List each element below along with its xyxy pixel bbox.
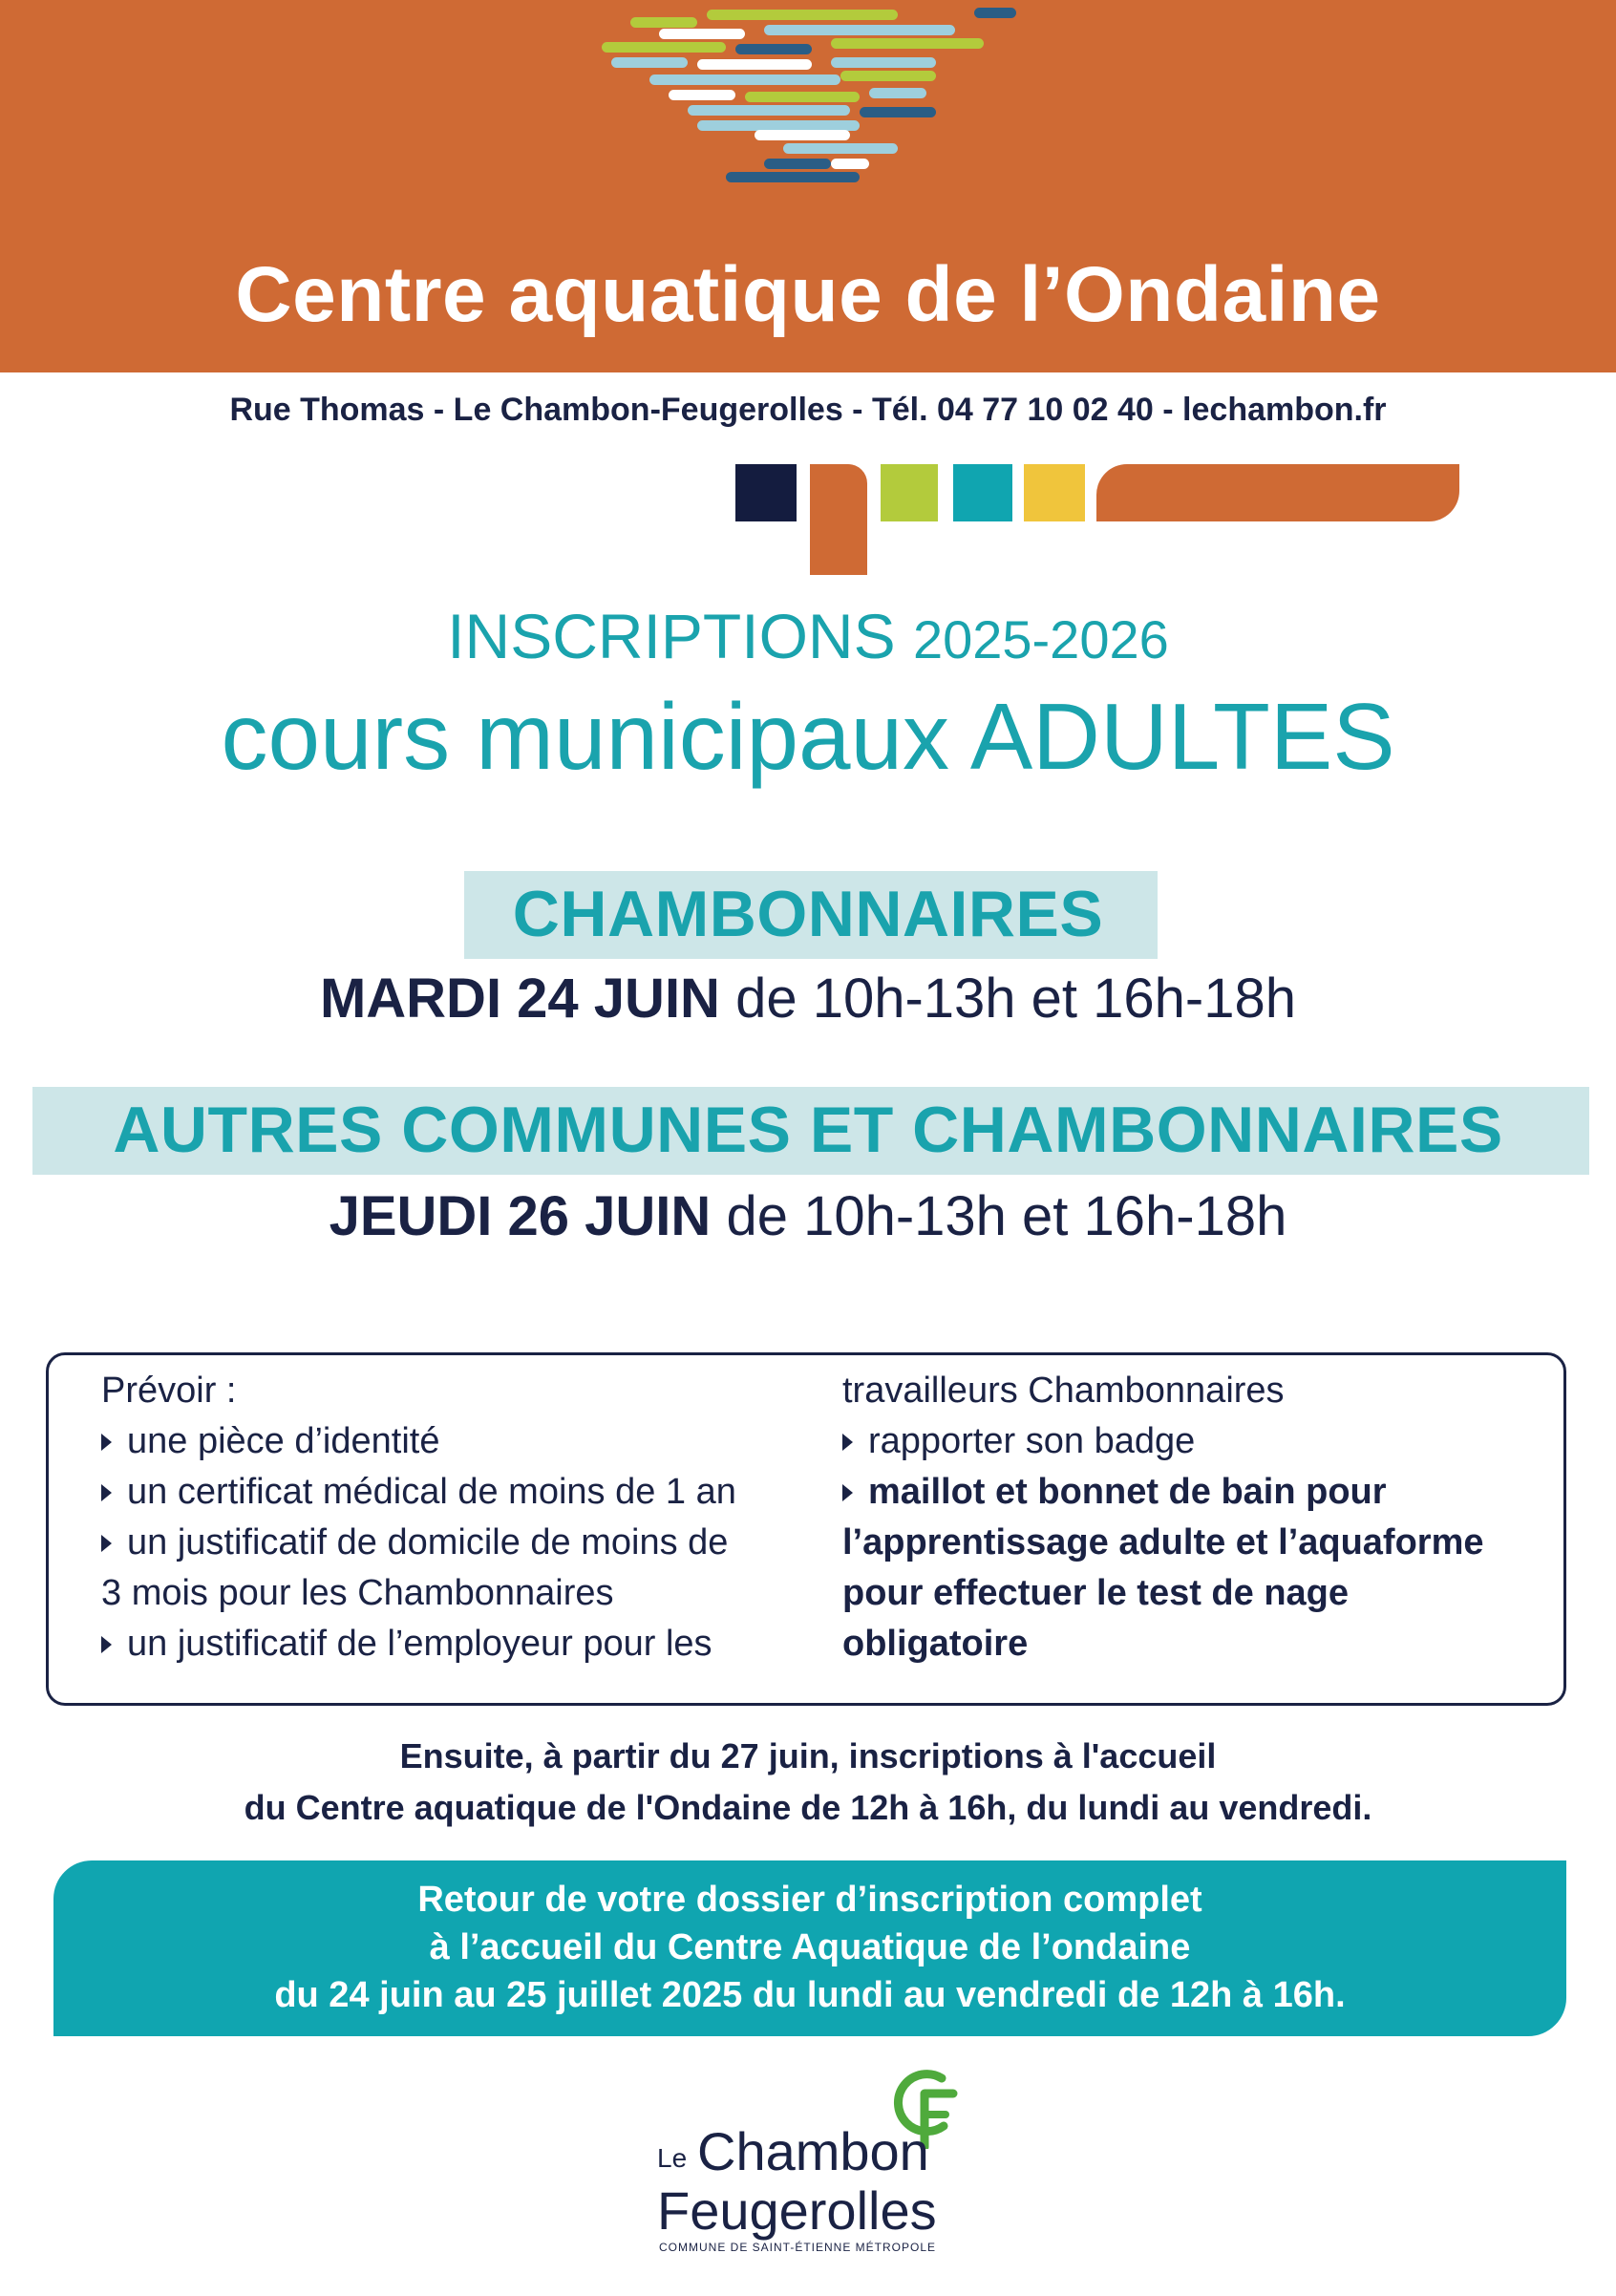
logo-feugerolles: Feugerolles [657,2180,937,2241]
list-item-continued: 3 mois pour les Chambonnaires [101,1573,614,1613]
inscriptions-heading [0,600,1616,672]
session-date-1 [0,967,1616,1031]
list-item-continued: travailleurs Chambonnaires [842,1371,1285,1411]
list-item: un certificat médical de moins de 1 an [101,1467,808,1518]
after-info-line-1: Ensuite, à partir du 27 juin, inscriptions à l'accueil [399,1736,1217,1775]
session-group-1: CHAMBONNAIRES [512,878,1104,950]
list-item: une pièce d’identité [101,1416,808,1467]
bullet-triangle-icon [842,1434,853,1451]
session-day-1: MARDI 24 JUIN [319,967,720,1030]
list-item-continued: l’apprentissage adulte et l’aquaforme [842,1522,1484,1563]
header-banner [0,0,1616,372]
inscriptions-label: INSCRIPTIONS [447,601,896,671]
list-item: un justificatif de domicile de moins de [101,1518,808,1568]
session-hours-2: de 10h-13h et 16h-18h [726,1185,1287,1247]
requirements-right-column [842,1366,1549,1669]
bullet-triangle-icon [101,1636,112,1653]
list-item-continued: pour effectuer le test de nage [842,1573,1350,1613]
session-date-2 [0,1184,1616,1248]
logo-chambon: Chambon [697,2121,929,2181]
list-item-continued: obligatoire [842,1624,1029,1664]
logo-le: Le [657,2143,688,2173]
bullet-triangle-icon [842,1484,853,1501]
session-group-2: AUTRES COMMUNES ET CHAMBONNAIRES [113,1094,1503,1166]
list-item: rapporter son badge [842,1416,1549,1467]
bullet-triangle-icon [101,1535,112,1552]
page-title: Centre aquatique de l’Ondaine [235,251,1381,338]
list-item: maillot et bonnet de bain pour [842,1467,1549,1518]
bullet-triangle-icon [101,1484,112,1501]
requirements-heading: Prévoir : [101,1371,237,1411]
return-info-line-2: à l’accueil du Centre Aquatique de l’ondaine [429,1927,1191,1967]
inscriptions-subtitle: cours municipaux ADULTES [221,684,1395,789]
bullet-triangle-icon [101,1434,112,1451]
inscriptions-year: 2025-2026 [912,609,1169,670]
return-info-line-3: du 24 juin au 25 juillet 2025 du lundi au vendredi de 12h à 16h. [274,1975,1346,2015]
after-info-line-2: du Centre aquatique de l'Ondaine de 12h à 16h, du lundi au vendredi. [244,1788,1372,1827]
session-day-2: JEUDI 26 JUIN [329,1185,712,1247]
logo-tagline: COMMUNE DE SAINT-ÉTIENNE MÉTROPOLE [659,2241,937,2254]
contact-address: Rue Thomas - Le Chambon-Feugerolles - Tél. 04 77 10 02 40 - lechambon.fr [229,392,1387,428]
return-info-line-1: Retour de votre dossier d’inscription complet [417,1880,1202,1920]
session-hours-1: de 10h-13h et 16h-18h [735,967,1297,1030]
requirements-left-column [101,1366,808,1669]
list-item: un justificatif de l’employeur pour les [101,1619,808,1669]
